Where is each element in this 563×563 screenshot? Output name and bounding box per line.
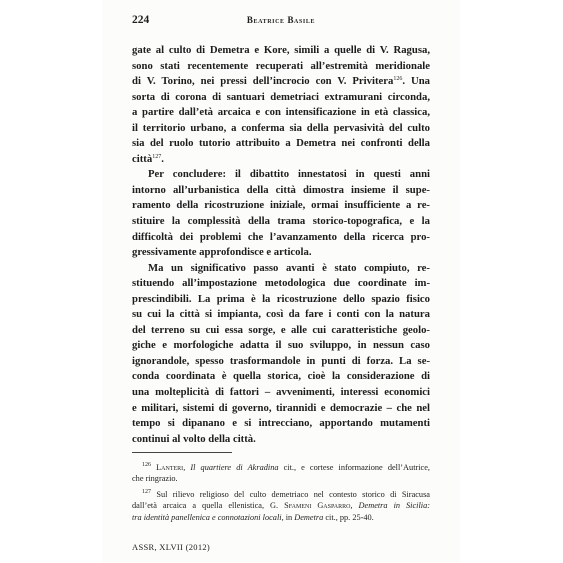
footnote-text: dall’età arcaica a quella ellenistica, G. [132, 501, 285, 511]
text-line: e militari, sistemi di governo, tirannidi e democrazie – che nel [132, 401, 430, 414]
running-header [132, 14, 430, 30]
text-line [132, 152, 430, 168]
running-head-author: Beatrice Basile [246, 15, 316, 25]
footnote-text: Sul rilievo religioso del culto demetriaco nel contesto storico di Siracusa [151, 489, 430, 499]
text-line: tempo si dipanano e si intrecciano, apportando mutamenti [132, 417, 430, 430]
footnote-title: Demetra in Sicilia: [358, 501, 430, 511]
footnote-text: cit., pp. 25-40. [323, 512, 374, 522]
text-line: continui al volto della città. [132, 432, 256, 445]
text-line: ignorandole, spesso trasformandole in punti di forza. La se- [132, 354, 430, 367]
footnote-line [132, 489, 430, 500]
footnote-127 [132, 489, 430, 523]
text-line: conda coordinata è quella storica, cioè la considerazione di [132, 370, 430, 383]
text-line: giche e morfologiche adatta il suo sviluppo, in nessun caso [132, 339, 430, 352]
footnotes [132, 462, 430, 527]
text-line: a partire dall’età arcaica e con intensificazione in età classica, [132, 106, 430, 119]
footnote-line: $^{126}$ Lanteri, Il quartiere di Akradina cit., e cortese informazione dell’Autrice, [142, 462, 431, 472]
footnote-title: Il quartiere di Akradina [190, 463, 279, 472]
text-line: prescindibili. La prima è la ricostruzione dello spazio fisico [132, 292, 430, 305]
text-fragment: di V. Torino, nei pressi dell’incrocio con V. Privitera [132, 75, 394, 88]
footnote-title: Demetra [294, 512, 324, 522]
text-line: Ma un significativo passo avanti è stato compiuto, re- [148, 261, 430, 274]
text-line: stituire la complessità della trama storico-topografica, e la [132, 215, 430, 228]
footnote-ref: 127 [152, 153, 162, 160]
footnote-126 [132, 462, 430, 485]
journal-footer: ASSR, XLVII (2012) [132, 542, 211, 552]
footnote-author: Lanteri [156, 463, 184, 472]
text-line: difficoltà dei problemi che l’avanzamento della ricerca pro- [132, 230, 430, 243]
text-fragment: città [132, 152, 153, 165]
footnote-title: tra identità panellenica e connotazioni locali [132, 512, 282, 522]
text-line: stituendo all’impostazione metodologica due coordinate im- [132, 277, 430, 290]
text-fragment: . [161, 152, 164, 165]
text-fragment: . Una [402, 75, 431, 88]
text-line: sia del ruolo tutorio attribuito a Demetra nei confronti della [132, 137, 430, 150]
text-line [132, 74, 430, 90]
main-text [132, 43, 430, 447]
footnote-number: 126 [142, 462, 151, 468]
footnote-line [132, 500, 430, 511]
text-line: su cui la città si impianta, così da fare i conti con la natura [132, 308, 430, 321]
footnote-text: , in [281, 512, 295, 522]
footnote-ref: 126 [393, 76, 403, 83]
footnote-text: , [350, 501, 359, 511]
text-line: il territorio urbano, a conferma sia della pervasività del culto [132, 121, 430, 134]
footnote-text: cit., e cortese informazione dell’Autrice, [278, 463, 431, 472]
footnote-author: Sfameni Gasparro [284, 501, 351, 511]
page-number: 224 [132, 14, 150, 26]
text-line: gate al culto di Demetra e Kore, simili a quelle di V. Ragusa, [132, 44, 430, 56]
footnote-line: che ringrazio. [132, 474, 178, 484]
text-line: una molteplicità di fattori – avvenimenti, interessi economici [132, 386, 430, 399]
text-line: ramento della ricostruzione iniziale, ormai insufficiente a re- [132, 199, 430, 212]
text-line: sono stati recentemente recuperati all’estremità meridionale [132, 59, 430, 72]
text-line: sorta di corona di santuari demetriaci extramurani circonda, [132, 90, 430, 103]
footnote-divider [132, 452, 232, 453]
text-line: gressivamente approfondisce e articola. [132, 246, 312, 259]
footnote-line [132, 512, 430, 523]
text-line: del terreno su cui essa sorge, e alle cui caratteristiche geolo- [132, 323, 430, 336]
footnote-number: 127 [142, 488, 151, 495]
text-line: Per concludere: il dibattito innestatosi in questi anni [148, 168, 430, 181]
text-line: intorno all’urbanistica della città dimostra insieme il supe- [132, 183, 430, 196]
